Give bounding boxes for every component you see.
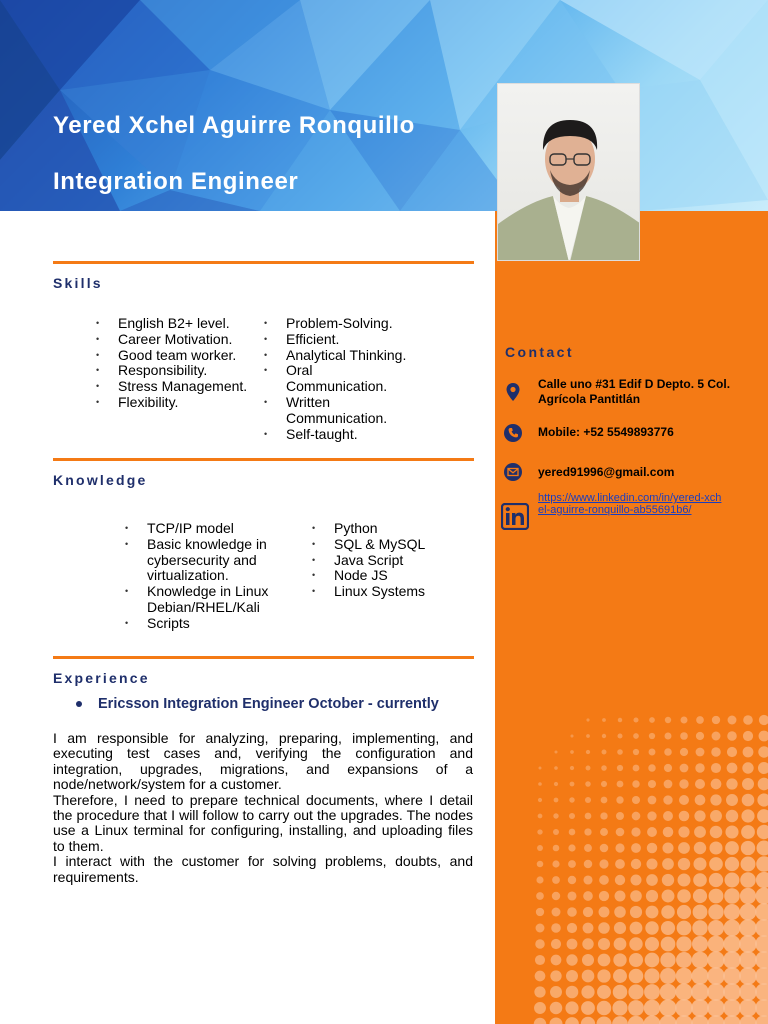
experience-description: [53, 731, 473, 885]
list-item: • Good team worker.: [96, 348, 266, 364]
skills-divider: [53, 261, 474, 264]
list-item: • Career Motivation.: [96, 332, 266, 348]
list-item: • Written Communication.: [264, 395, 414, 427]
list-item: • Knowledge in Linux Debian/RHEL/Kali: [125, 584, 285, 616]
list-item: • Scripts: [125, 616, 285, 632]
knowledge-list-left: [125, 521, 285, 632]
profile-photo: [497, 83, 640, 261]
list-item: • Flexibility.: [96, 395, 266, 411]
linkedin-link[interactable]: https://www.linkedin.com/in/yered-xchel-aguirre-ronquillo-ab55691b6/: [538, 492, 722, 516]
knowledge-heading: Knowledge: [53, 472, 148, 488]
contact-address: Calle uno #31 Edif D Depto. 5 Col. Agrícola Pantitlán: [538, 377, 731, 406]
experience-paragraph: Therefore, I need to prepare technical documents, where I detail the procedure that I will follow to carry out the upgrades. The nodes use a Linux terminal for configuring, installing, and uploading files to them.: [53, 791, 473, 854]
list-item: • Problem-Solving.: [264, 316, 414, 332]
experience-heading: Experience: [53, 670, 150, 686]
contact-heading: Contact: [505, 344, 574, 360]
dot-pattern: [495, 211, 768, 1024]
list-item: • Self-taught.: [264, 427, 414, 443]
list-item: • Responsibility.: [96, 363, 266, 379]
experience-divider: [53, 656, 474, 659]
list-item: • Analytical Thinking.: [264, 348, 414, 364]
email-icon: [503, 462, 523, 482]
experience-paragraph: I am responsible for analyzing, preparing, implementing, and executing test cases and, verifying the configuration and integration, upgrades, migrations, and expansions of a node/network/system for a customer.: [53, 730, 473, 793]
list-item: • English B2+ level.: [96, 316, 266, 332]
linkedin-icon[interactable]: [501, 503, 529, 530]
list-item: • TCP/IP model: [125, 521, 285, 537]
candidate-name: Yered Xchel Aguirre Ronquillo: [53, 112, 415, 139]
list-item: • SQL & MySQL: [312, 537, 462, 553]
bullet-icon: [76, 701, 82, 707]
experience-item: [76, 696, 439, 712]
contact-sidebar: [495, 211, 768, 1024]
knowledge-list-right: [312, 521, 462, 600]
list-item: • Linux Systems: [312, 584, 462, 600]
list-item: • Stress Management.: [96, 379, 266, 395]
list-item: • Node JS: [312, 568, 462, 584]
list-item: • Efficient.: [264, 332, 414, 348]
skills-heading: Skills: [53, 275, 103, 291]
knowledge-divider: [53, 458, 474, 461]
list-item: • Oral Communication.: [264, 363, 414, 395]
contact-email[interactable]: yered91996@gmail.com: [538, 465, 675, 479]
contact-mobile: Mobile: +52 5549893776: [538, 425, 674, 439]
list-item: • Python: [312, 521, 462, 537]
experience-paragraph: I interact with the customer for solving problems, doubts, and requirements.: [53, 853, 473, 885]
list-item: • Java Script: [312, 553, 462, 569]
job-title: Integration Engineer: [53, 168, 299, 195]
skills-list-right: [264, 316, 414, 442]
header-banner: [0, 0, 768, 211]
skills-list-left: [96, 316, 266, 411]
location-icon: [503, 382, 523, 402]
experience-item-label: Ericsson Integration Engineer October - currently: [98, 696, 439, 712]
phone-icon: [503, 423, 523, 443]
list-item: • Basic knowledge in cybersecurity and virtualization.: [125, 537, 285, 584]
